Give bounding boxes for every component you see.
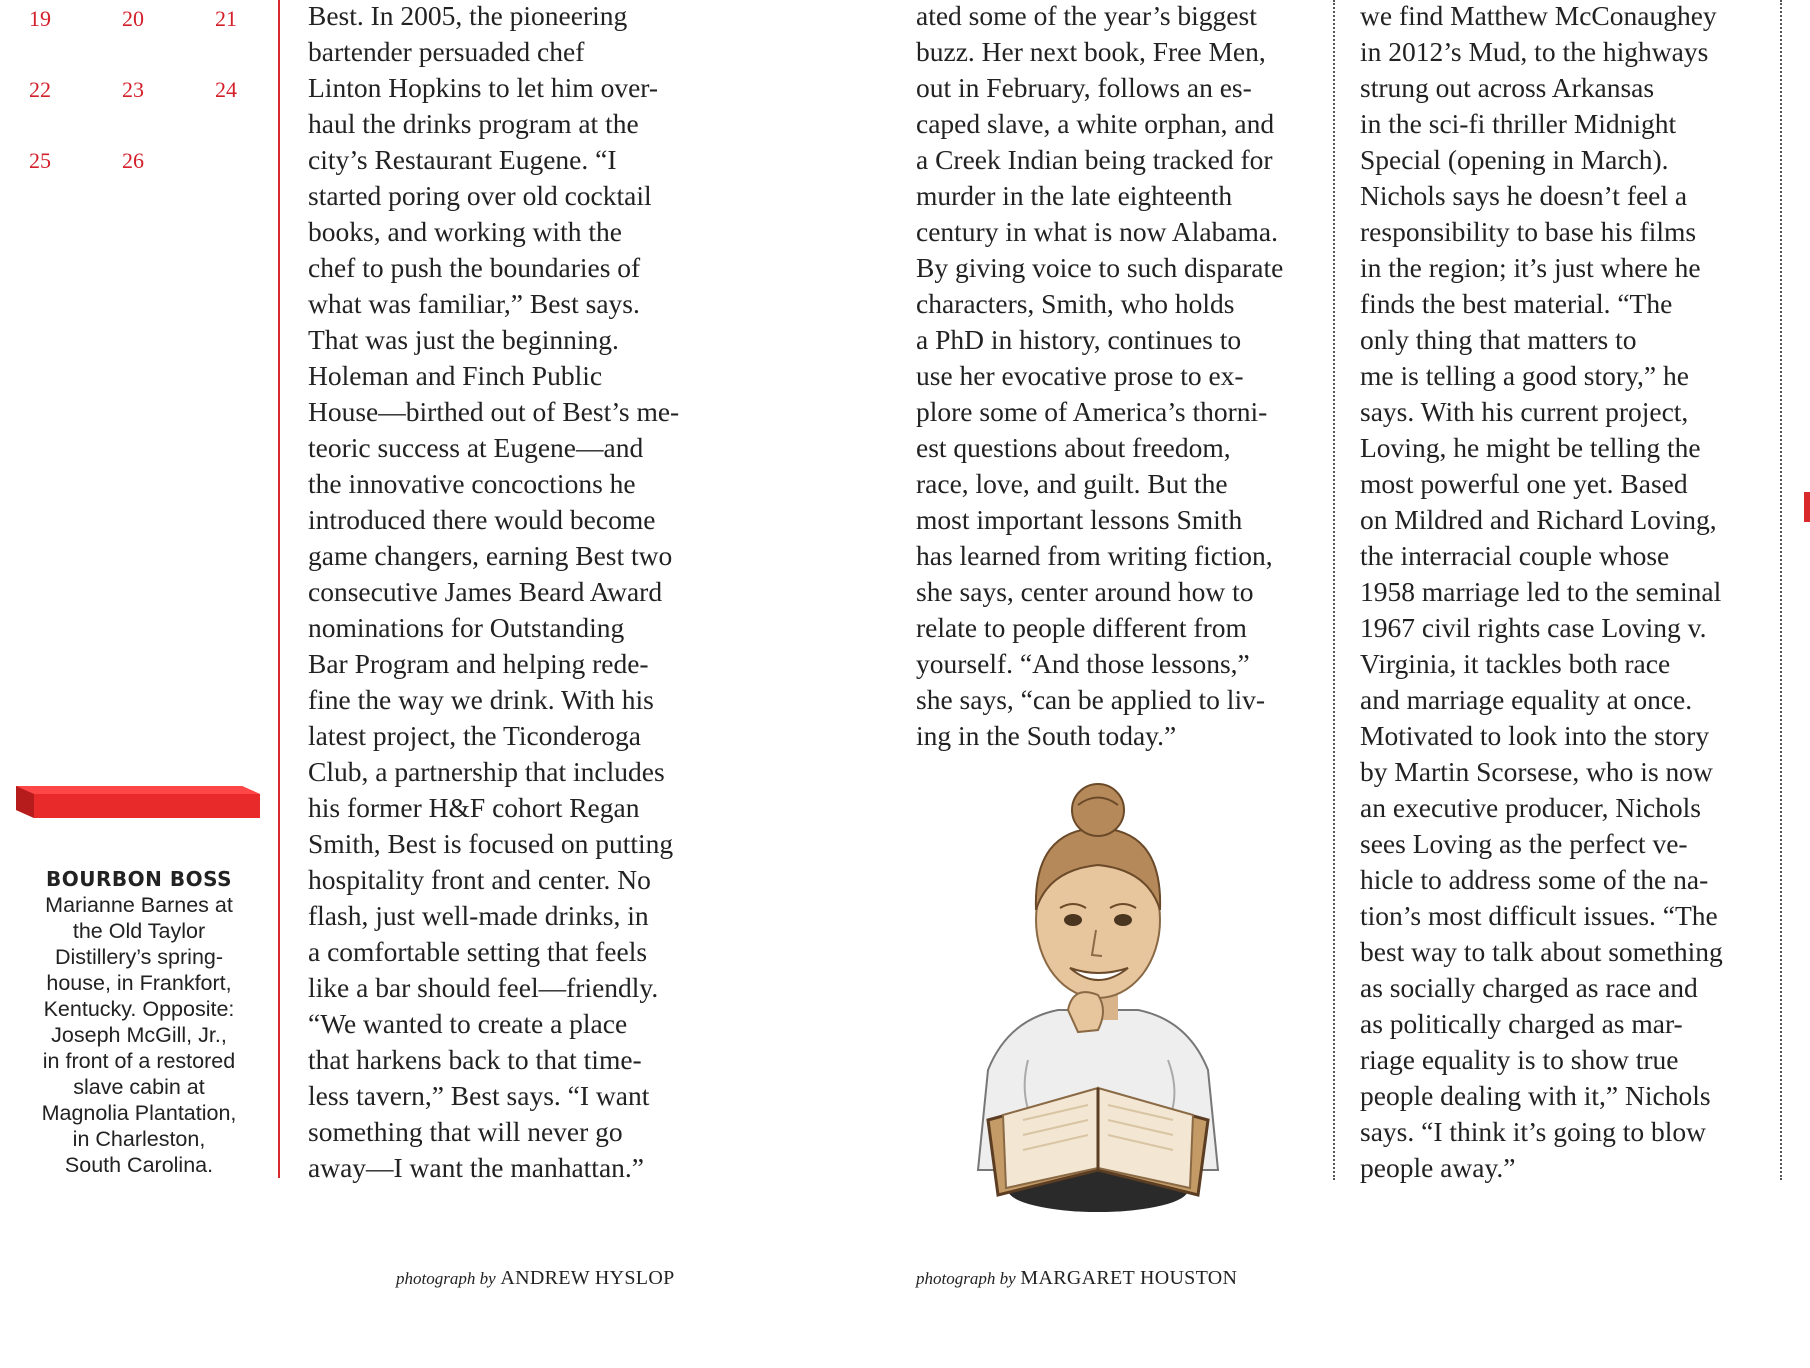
article-line: flash, just well-made drinks, in [308, 900, 649, 931]
article-line: teoric success at Eugene—and [308, 432, 644, 463]
red-column-rule [278, 0, 280, 1178]
article-line: says. With his current project, [1360, 396, 1689, 427]
article-line: latest project, the Ticonderoga [308, 720, 641, 751]
caption-line: South Carolina. [64, 1153, 214, 1177]
caption-line: house, in Frankfort, [46, 971, 232, 995]
article-line: as socially charged as race and [1360, 972, 1698, 1003]
article-line: ing in the South today.” [916, 720, 1177, 751]
article-line: responsibility to base his films [1360, 216, 1697, 247]
article-column-1 [308, 0, 679, 1186]
article-line: caped slave, a white orphan, and [916, 108, 1275, 139]
article-line: fine the way we drink. With his [308, 684, 654, 715]
caption-line: in front of a restored [42, 1049, 236, 1073]
article-line: finds the best material. “The [1360, 288, 1673, 319]
dotted-column-rule [1333, 0, 1335, 1180]
caption-line: Kentucky. Opposite: [43, 997, 235, 1021]
article-line: she says, “can be applied to liv- [916, 684, 1265, 715]
article-line: strung out across Arkansas [1360, 72, 1655, 103]
caption-line: in Charleston, [72, 1127, 206, 1151]
article-line: bartender persuaded chef [308, 36, 585, 67]
calendar-date: 20 [122, 6, 144, 31]
article-line: most powerful one yet. Based [1360, 468, 1688, 499]
article-line: and marriage equality at once. [1360, 684, 1693, 715]
article-line: game changers, earning Best two [308, 540, 673, 571]
caption-heading: BOURBON BOSS [46, 867, 232, 891]
article-line: 1958 marriage led to the seminal [1360, 576, 1722, 607]
caption-body [14, 892, 264, 1178]
article-line: she says, center around how to [916, 576, 1254, 607]
article-line: chef to push the boundaries of [308, 252, 641, 283]
calendar-date: 21 [215, 6, 237, 31]
article-line: only thing that matters to [1360, 324, 1637, 355]
article-line: as politically charged as mar- [1360, 1008, 1683, 1039]
article-line: Best. In 2005, the pioneering [308, 0, 628, 31]
red-banner-ribbon [16, 780, 260, 818]
article-line: a Creek Indian being tracked for [916, 144, 1273, 175]
credit-prefix: photograph by [396, 1269, 496, 1288]
caption-line: Marianne Barnes at [45, 893, 233, 917]
article-line: on Mildred and Richard Loving, [1360, 504, 1717, 535]
calendar-date: 22 [29, 77, 51, 102]
article-line: By giving voice to such disparate [916, 252, 1284, 283]
article-line: people away.” [1360, 1152, 1516, 1183]
article-column-2 [916, 0, 1283, 754]
article-line: yourself. “And those lessons,” [916, 648, 1250, 679]
article-line: Smith, Best is focused on putting [308, 828, 674, 859]
article-line: Loving, he might be telling the [1360, 432, 1701, 463]
photo-credit-right [916, 1267, 1237, 1290]
article-line: me is telling a good story,” he [1360, 360, 1689, 391]
article-line: riage equality is to show true [1360, 1044, 1679, 1075]
article-line: nominations for Outstanding [308, 612, 625, 643]
article-line: buzz. Her next book, Free Men, [916, 36, 1266, 67]
article-line: most important lessons Smith [916, 504, 1243, 535]
article-line: “We wanted to create a place [308, 1008, 628, 1039]
article-line: his former H&F cohort Regan [308, 792, 640, 823]
article-line: the innovative concoctions he [308, 468, 636, 499]
calendar-date: 19 [29, 6, 51, 31]
article-line: century in what is now Alabama. [916, 216, 1278, 247]
article-line: in 2012’s Mud, to the highways [1360, 36, 1709, 67]
article-line: out in February, follows an es- [916, 72, 1252, 103]
red-edge-mark [1804, 492, 1810, 522]
article-line: books, and working with the [308, 216, 622, 247]
article-line: characters, Smith, who holds [916, 288, 1235, 319]
article-line: a comfortable setting that feels [308, 936, 648, 967]
dotted-column-rule [1780, 0, 1782, 1180]
article-line: est questions about freedom, [916, 432, 1231, 463]
article-line: an executive producer, Nichols [1360, 792, 1701, 823]
article-line: 1967 civil rights case Loving v. [1360, 612, 1707, 643]
article-line: Virginia, it tackles both race [1360, 648, 1671, 679]
article-line: Club, a partnership that includes [308, 756, 665, 787]
article-line: people dealing with it,” Nichols [1360, 1080, 1711, 1111]
calendar-date: 26 [122, 148, 144, 173]
article-line: in the sci-fi thriller Midnight [1360, 108, 1677, 139]
article-line: we find Matthew McConaughey [1360, 0, 1717, 31]
article-line: relate to people different from [916, 612, 1247, 643]
article-line: House—birthed out of Best’s me- [308, 396, 680, 427]
article-line: Nichols says he doesn’t feel a [1360, 180, 1688, 211]
credit-name: MARGARET HOUSTON [1020, 1267, 1238, 1289]
article-line: hospitality front and center. No [308, 864, 651, 895]
caption-line: slave cabin at [73, 1075, 205, 1099]
article-line: tion’s most difficult issues. “The [1360, 900, 1718, 931]
article-line: introduced there would become [308, 504, 656, 535]
article-line: away—I want the manhattan.” [308, 1152, 644, 1183]
article-line: consecutive James Beard Award [308, 576, 663, 607]
article-column-3 [1360, 0, 1723, 1186]
article-line: like a bar should feel—friendly. [308, 972, 659, 1003]
article-line: race, love, and guilt. But the [916, 468, 1228, 499]
article-line: best way to talk about something [1360, 936, 1723, 967]
article-line: plore some of America’s thorni- [916, 396, 1268, 427]
article-line: Motivated to look into the story [1360, 720, 1710, 751]
photo-credit-left [396, 1267, 675, 1290]
calendar-dates [0, 0, 270, 200]
article-line: Linton Hopkins to let him over- [308, 72, 659, 103]
article-line: city’s Restaurant Eugene. “I [308, 144, 617, 175]
article-line: haul the drinks program at the [308, 108, 639, 139]
article-line: murder in the late eighteenth [916, 180, 1233, 211]
credit-name: ANDREW HYSLOP [500, 1267, 675, 1289]
calendar-date: 24 [215, 77, 237, 102]
calendar-date: 25 [29, 148, 51, 173]
article-line: Special (opening in March). [1360, 144, 1669, 175]
article-line: hicle to address some of the na- [1360, 864, 1709, 895]
article-line: Bar Program and helping rede- [308, 648, 649, 679]
article-line: started poring over old cocktail [308, 180, 652, 211]
article-line: that harkens back to that time- [308, 1044, 642, 1075]
article-line: Holeman and Finch Public [308, 360, 603, 391]
article-line: ated some of the year’s biggest [916, 0, 1257, 31]
article-line: in the region; it’s just where he [1360, 252, 1701, 283]
article-line: the interracial couple whose [1360, 540, 1670, 571]
article-line: sees Loving as the perfect ve- [1360, 828, 1688, 859]
calendar-date: 23 [122, 77, 144, 102]
credit-prefix: photograph by [916, 1269, 1016, 1288]
article-line: use her evocative prose to ex- [916, 360, 1244, 391]
caption-line: Magnolia Plantation, [41, 1101, 237, 1125]
article-line: has learned from writing fiction, [916, 540, 1273, 571]
caption-line: the Old Taylor [72, 919, 206, 943]
article-line: what was familiar,” Best says. [308, 288, 640, 319]
caption-line: Distillery’s spring- [54, 945, 224, 969]
article-line: something that will never go [308, 1116, 623, 1147]
article-line: by Martin Scorsese, who is now [1360, 756, 1713, 787]
woman-reading-book-illustration [948, 770, 1248, 1220]
article-line: says. “I think it’s going to blow [1360, 1116, 1707, 1147]
article-line: That was just the beginning. [308, 324, 619, 355]
article-line: less tavern,” Best says. “I want [308, 1080, 650, 1111]
article-line: a PhD in history, continues to [916, 324, 1242, 355]
caption-line: Joseph McGill, Jr., [51, 1023, 227, 1047]
photo-caption [14, 866, 264, 1178]
